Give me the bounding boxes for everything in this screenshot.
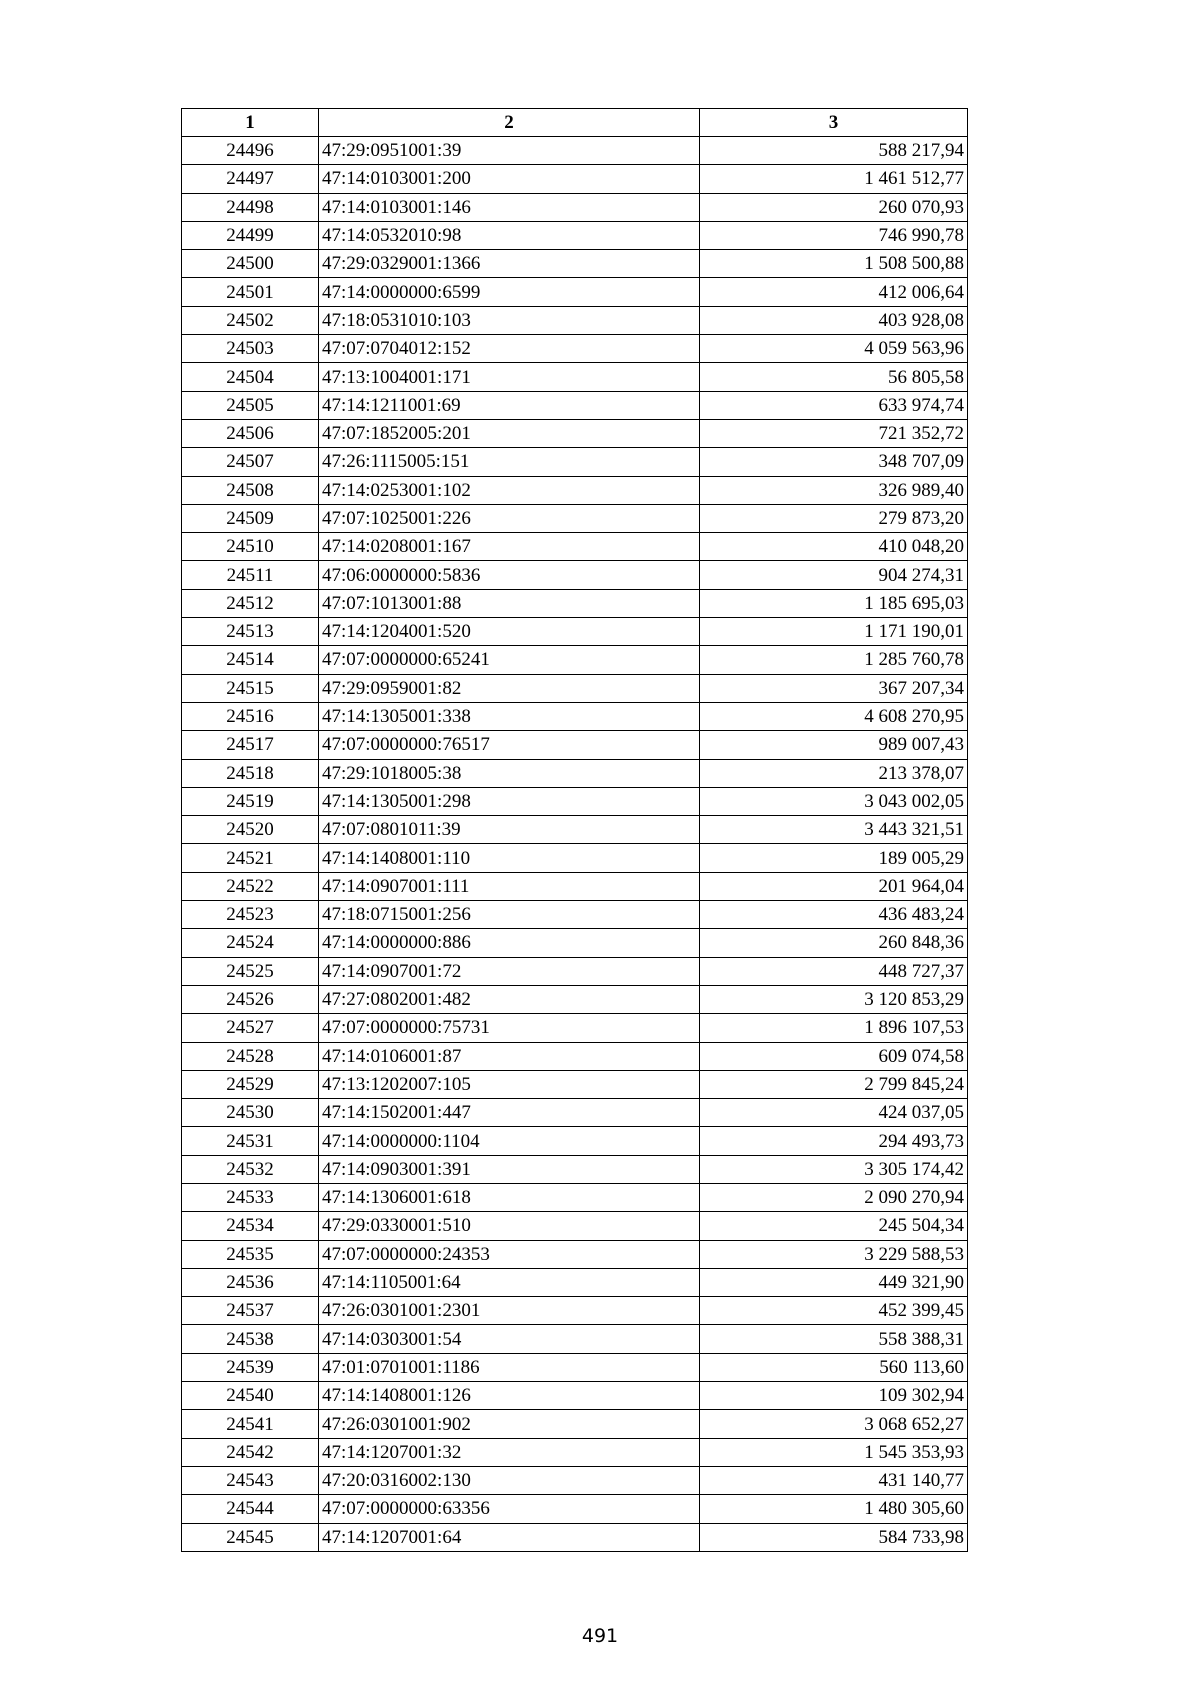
- value-cell: 2 090 270,94: [700, 1183, 968, 1211]
- cadastral-number-cell: 47:27:0802001:482: [319, 985, 700, 1013]
- row-number-cell: 24499: [182, 221, 319, 249]
- table-row: [182, 1070, 968, 1098]
- row-number-cell: 24496: [182, 137, 319, 165]
- value-cell: 213 378,07: [700, 759, 968, 787]
- cadastral-number-cell: 47:14:1207001:64: [319, 1523, 700, 1551]
- cadastral-number-cell: 47:29:0330001:510: [319, 1212, 700, 1240]
- value-cell: 189 005,29: [700, 844, 968, 872]
- row-number-cell: 24541: [182, 1410, 319, 1438]
- value-cell: 452 399,45: [700, 1297, 968, 1325]
- cadastral-number-cell: 47:07:0000000:24353: [319, 1240, 700, 1268]
- value-cell: 245 504,34: [700, 1212, 968, 1240]
- table-row: [182, 448, 968, 476]
- row-number-cell: 24516: [182, 702, 319, 730]
- table-row: [182, 1183, 968, 1211]
- cadastral-number-cell: 47:14:1408001:126: [319, 1382, 700, 1410]
- value-cell: 588 217,94: [700, 137, 968, 165]
- cadastral-number-cell: 47:14:1408001:110: [319, 844, 700, 872]
- value-cell: 721 352,72: [700, 419, 968, 447]
- table-row: [182, 731, 968, 759]
- value-cell: 1 545 353,93: [700, 1438, 968, 1466]
- row-number-cell: 24511: [182, 561, 319, 589]
- row-number-cell: 24522: [182, 872, 319, 900]
- table-row: [182, 844, 968, 872]
- cadastral-number-cell: 47:18:0531010:103: [319, 306, 700, 334]
- table-header: [182, 109, 968, 137]
- table-row: [182, 1155, 968, 1183]
- row-number-cell: 24533: [182, 1183, 319, 1211]
- table-row: [182, 1014, 968, 1042]
- value-cell: 1 461 512,77: [700, 165, 968, 193]
- cadastral-number-cell: 47:14:0532010:98: [319, 221, 700, 249]
- table-row: [182, 335, 968, 363]
- table-row: [182, 816, 968, 844]
- cadastral-number-cell: 47:14:0907001:72: [319, 957, 700, 985]
- value-cell: 436 483,24: [700, 901, 968, 929]
- row-number-cell: 24512: [182, 589, 319, 617]
- cadastral-number-cell: 47:13:1202007:105: [319, 1070, 700, 1098]
- row-number-cell: 24497: [182, 165, 319, 193]
- cadastral-number-cell: 47:13:1004001:171: [319, 363, 700, 391]
- row-number-cell: 24509: [182, 504, 319, 532]
- cadastral-number-cell: 47:07:0000000:76517: [319, 731, 700, 759]
- row-number-cell: 24543: [182, 1466, 319, 1494]
- table-row: [182, 759, 968, 787]
- cadastral-number-cell: 47:07:1013001:88: [319, 589, 700, 617]
- table-row: [182, 1297, 968, 1325]
- value-cell: 2 799 845,24: [700, 1070, 968, 1098]
- row-number-cell: 24504: [182, 363, 319, 391]
- table-row: [182, 1438, 968, 1466]
- cadastral-number-cell: 47:14:0253001:102: [319, 476, 700, 504]
- table-row: [182, 985, 968, 1013]
- row-number-cell: 24534: [182, 1212, 319, 1240]
- row-number-cell: 24528: [182, 1042, 319, 1070]
- cadastral-number-cell: 47:14:0103001:146: [319, 193, 700, 221]
- cadastral-number-cell: 47:07:1852005:201: [319, 419, 700, 447]
- column-header-3: 3: [700, 109, 968, 137]
- table-row: [182, 646, 968, 674]
- table-row: [182, 419, 968, 447]
- cadastral-number-cell: 47:07:0000000:75731: [319, 1014, 700, 1042]
- value-cell: 584 733,98: [700, 1523, 968, 1551]
- value-cell: 633 974,74: [700, 391, 968, 419]
- table-row: [182, 1353, 968, 1381]
- column-header-2: 2: [319, 109, 700, 137]
- value-cell: 609 074,58: [700, 1042, 968, 1070]
- value-cell: 56 805,58: [700, 363, 968, 391]
- cadastral-number-cell: 47:14:1306001:618: [319, 1183, 700, 1211]
- row-number-cell: 24503: [182, 335, 319, 363]
- cadastral-number-cell: 47:14:0303001:54: [319, 1325, 700, 1353]
- row-number-cell: 24537: [182, 1297, 319, 1325]
- cadastral-number-cell: 47:29:0329001:1366: [319, 250, 700, 278]
- row-number-cell: 24517: [182, 731, 319, 759]
- cadastral-number-cell: 47:18:0715001:256: [319, 901, 700, 929]
- row-number-cell: 24514: [182, 646, 319, 674]
- cadastral-number-cell: 47:07:0000000:63356: [319, 1495, 700, 1523]
- row-number-cell: 24518: [182, 759, 319, 787]
- cadastral-number-cell: 47:06:0000000:5836: [319, 561, 700, 589]
- value-cell: 367 207,34: [700, 674, 968, 702]
- table-row: [182, 901, 968, 929]
- value-cell: 403 928,08: [700, 306, 968, 334]
- cadastral-number-cell: 47:26:0301001:902: [319, 1410, 700, 1438]
- table-row: [182, 1382, 968, 1410]
- value-cell: 412 006,64: [700, 278, 968, 306]
- table-row: [182, 957, 968, 985]
- cadastral-number-cell: 47:29:0959001:82: [319, 674, 700, 702]
- table-row: [182, 533, 968, 561]
- row-number-cell: 24500: [182, 250, 319, 278]
- row-number-cell: 24505: [182, 391, 319, 419]
- table-row: [182, 1410, 968, 1438]
- table-row: [182, 278, 968, 306]
- value-cell: 3 229 588,53: [700, 1240, 968, 1268]
- row-number-cell: 24519: [182, 787, 319, 815]
- value-cell: 1 508 500,88: [700, 250, 968, 278]
- value-cell: 260 848,36: [700, 929, 968, 957]
- table-row: [182, 589, 968, 617]
- row-number-cell: 24508: [182, 476, 319, 504]
- cadastral-number-cell: 47:14:0103001:200: [319, 165, 700, 193]
- table-row: [182, 1099, 968, 1127]
- value-cell: 449 321,90: [700, 1268, 968, 1296]
- table-row: [182, 193, 968, 221]
- table-row: [182, 1325, 968, 1353]
- table-row: [182, 504, 968, 532]
- table-body: [182, 137, 968, 1552]
- row-number-cell: 24507: [182, 448, 319, 476]
- cadastral-number-cell: 47:14:1204001:520: [319, 618, 700, 646]
- table-row: [182, 250, 968, 278]
- value-cell: 326 989,40: [700, 476, 968, 504]
- value-cell: 3 443 321,51: [700, 816, 968, 844]
- value-cell: 3 120 853,29: [700, 985, 968, 1013]
- row-number-cell: 24542: [182, 1438, 319, 1466]
- cadastral-number-cell: 47:20:0316002:130: [319, 1466, 700, 1494]
- cadastral-number-cell: 47:14:1502001:447: [319, 1099, 700, 1127]
- table-row: [182, 561, 968, 589]
- value-cell: 279 873,20: [700, 504, 968, 532]
- cadastral-number-cell: 47:07:0000000:65241: [319, 646, 700, 674]
- cadastral-number-cell: 47:07:1025001:226: [319, 504, 700, 532]
- value-cell: 1 896 107,53: [700, 1014, 968, 1042]
- row-number-cell: 24501: [182, 278, 319, 306]
- cadastral-number-cell: 47:14:0106001:87: [319, 1042, 700, 1070]
- value-cell: 3 068 652,27: [700, 1410, 968, 1438]
- cadastral-number-cell: 47:14:1305001:338: [319, 702, 700, 730]
- row-number-cell: 24510: [182, 533, 319, 561]
- row-number-cell: 24540: [182, 1382, 319, 1410]
- table-row: [182, 929, 968, 957]
- cadastral-number-cell: 47:14:0903001:391: [319, 1155, 700, 1183]
- cadastral-number-cell: 47:14:0000000:6599: [319, 278, 700, 306]
- cadastral-number-cell: 47:14:1305001:298: [319, 787, 700, 815]
- row-number-cell: 24532: [182, 1155, 319, 1183]
- table-row: [182, 391, 968, 419]
- value-cell: 109 302,94: [700, 1382, 968, 1410]
- row-number-cell: 24526: [182, 985, 319, 1013]
- row-number-cell: 24544: [182, 1495, 319, 1523]
- value-cell: 448 727,37: [700, 957, 968, 985]
- value-cell: 904 274,31: [700, 561, 968, 589]
- table-row: [182, 1495, 968, 1523]
- cadastral-number-cell: 47:14:1207001:32: [319, 1438, 700, 1466]
- row-number-cell: 24525: [182, 957, 319, 985]
- cadastral-number-cell: 47:29:1018005:38: [319, 759, 700, 787]
- cadastral-number-cell: 47:14:0000000:1104: [319, 1127, 700, 1155]
- cadastral-number-cell: 47:14:0907001:111: [319, 872, 700, 900]
- table-row: [182, 1466, 968, 1494]
- page-number: 491: [581, 1625, 619, 1647]
- value-cell: 4 608 270,95: [700, 702, 968, 730]
- value-cell: 201 964,04: [700, 872, 968, 900]
- row-number-cell: 24513: [182, 618, 319, 646]
- value-cell: 560 113,60: [700, 1353, 968, 1381]
- cadastral-number-cell: 47:07:0801011:39: [319, 816, 700, 844]
- table-row: [182, 1042, 968, 1070]
- cadastral-number-cell: 47:14:0000000:886: [319, 929, 700, 957]
- row-number-cell: 24523: [182, 901, 319, 929]
- row-number-cell: 24535: [182, 1240, 319, 1268]
- row-number-cell: 24520: [182, 816, 319, 844]
- table-row: [182, 1240, 968, 1268]
- table-row: [182, 618, 968, 646]
- value-cell: 410 048,20: [700, 533, 968, 561]
- cadastral-number-cell: 47:14:1105001:64: [319, 1268, 700, 1296]
- table-row: [182, 1523, 968, 1551]
- value-cell: 1 480 305,60: [700, 1495, 968, 1523]
- cadastral-number-cell: 47:14:1211001:69: [319, 391, 700, 419]
- value-cell: 294 493,73: [700, 1127, 968, 1155]
- value-cell: 1 285 760,78: [700, 646, 968, 674]
- row-number-cell: 24531: [182, 1127, 319, 1155]
- header-row: [182, 109, 968, 137]
- row-number-cell: 24498: [182, 193, 319, 221]
- value-cell: 4 059 563,96: [700, 335, 968, 363]
- cadastral-number-cell: 47:14:0208001:167: [319, 533, 700, 561]
- row-number-cell: 24529: [182, 1070, 319, 1098]
- row-number-cell: 24545: [182, 1523, 319, 1551]
- row-number-cell: 24530: [182, 1099, 319, 1127]
- value-cell: 3 043 002,05: [700, 787, 968, 815]
- value-cell: 431 140,77: [700, 1466, 968, 1494]
- value-cell: 989 007,43: [700, 731, 968, 759]
- value-cell: 558 388,31: [700, 1325, 968, 1353]
- cadastral-number-cell: 47:26:1115005:151: [319, 448, 700, 476]
- value-cell: 424 037,05: [700, 1099, 968, 1127]
- table-row: [182, 476, 968, 504]
- row-number-cell: 24539: [182, 1353, 319, 1381]
- row-number-cell: 24515: [182, 674, 319, 702]
- row-number-cell: 24536: [182, 1268, 319, 1296]
- value-cell: 260 070,93: [700, 193, 968, 221]
- table-row: [182, 787, 968, 815]
- table-row: [182, 363, 968, 391]
- table-row: [182, 1268, 968, 1296]
- table-row: [182, 702, 968, 730]
- value-cell: 348 707,09: [700, 448, 968, 476]
- cadastral-number-cell: 47:07:0704012:152: [319, 335, 700, 363]
- value-cell: 1 185 695,03: [700, 589, 968, 617]
- cadastral-number-cell: 47:26:0301001:2301: [319, 1297, 700, 1325]
- table-row: [182, 306, 968, 334]
- cadastral-number-cell: 47:29:0951001:39: [319, 137, 700, 165]
- data-table: [181, 108, 968, 1552]
- row-number-cell: 24524: [182, 929, 319, 957]
- row-number-cell: 24502: [182, 306, 319, 334]
- table-row: [182, 872, 968, 900]
- table-row: [182, 674, 968, 702]
- cadastral-number-cell: 47:01:0701001:1186: [319, 1353, 700, 1381]
- table-row: [182, 1127, 968, 1155]
- row-number-cell: 24506: [182, 419, 319, 447]
- table-row: [182, 137, 968, 165]
- table-row: [182, 165, 968, 193]
- row-number-cell: 24527: [182, 1014, 319, 1042]
- value-cell: 3 305 174,42: [700, 1155, 968, 1183]
- value-cell: 746 990,78: [700, 221, 968, 249]
- table-row: [182, 1212, 968, 1240]
- value-cell: 1 171 190,01: [700, 618, 968, 646]
- row-number-cell: 24538: [182, 1325, 319, 1353]
- table-row: [182, 221, 968, 249]
- row-number-cell: 24521: [182, 844, 319, 872]
- column-header-1: 1: [182, 109, 319, 137]
